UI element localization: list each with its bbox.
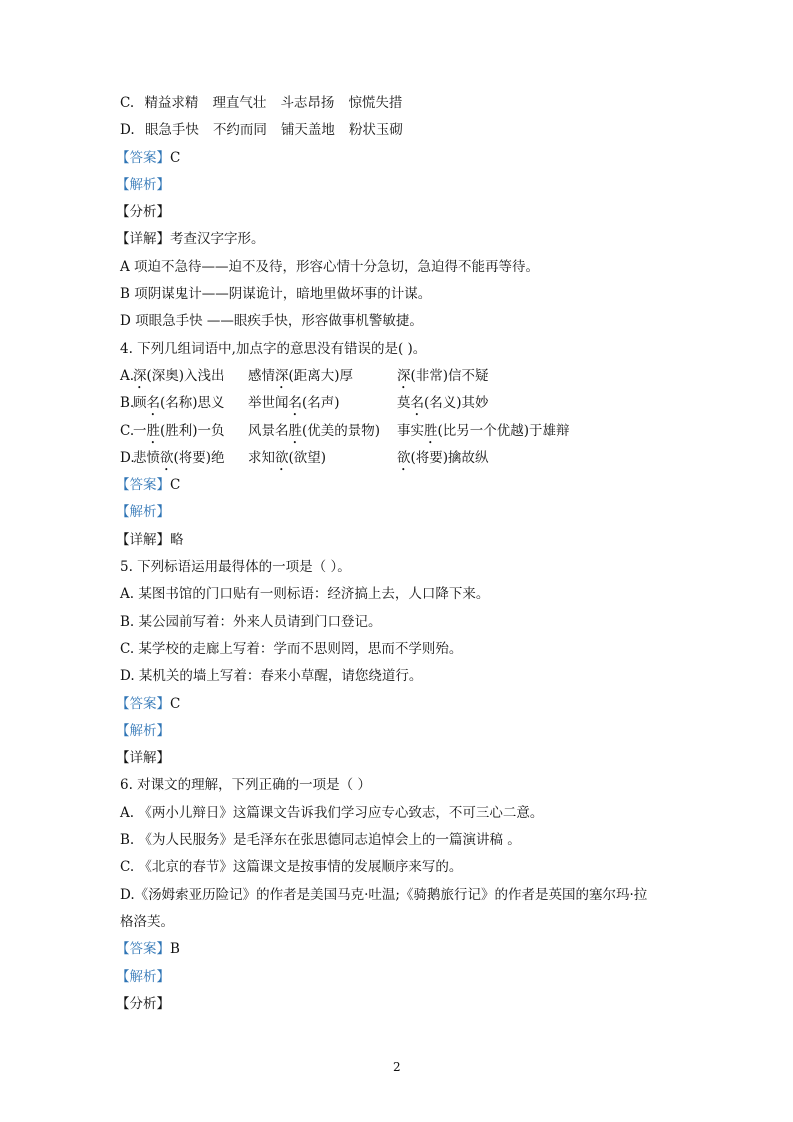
breakdown-tag: 【分析】 <box>116 995 170 1012</box>
phrase-suffix: (将要)擒故纵 <box>410 449 489 466</box>
page-content <box>116 90 700 1018</box>
dotted-character: 深 <box>275 367 289 384</box>
phrase-prefix: 感情 <box>248 367 275 384</box>
phrase-suffix: (名称)思义 <box>160 395 225 412</box>
page-number: 2 <box>393 1060 401 1074</box>
option-letter: D. <box>120 122 135 139</box>
analysis-tag: 【解析】 <box>116 722 170 739</box>
phrase <box>248 445 326 474</box>
explanation-line: A 项迫不急待——迫不及待，形容心情十分急切，急迫得不能再等待。 <box>120 258 540 275</box>
dotted-character: 欲 <box>275 449 289 466</box>
dotted-character: 深 <box>397 367 411 384</box>
answer-line <box>116 691 700 718</box>
phrase-suffix: (胜利)一负 <box>160 422 225 439</box>
phrase-suffix: (距离大)厚 <box>288 367 354 384</box>
analysis-tag: 【解析】 <box>116 968 170 985</box>
detail-line <box>116 745 700 772</box>
dotted-character: 胜 <box>146 422 160 439</box>
dotted-character: 欲 <box>160 449 174 466</box>
phrase-prefix: 顾 <box>133 395 147 412</box>
phrase-prefix: 莫 <box>397 395 411 412</box>
phrase <box>397 418 570 447</box>
word: 不约而同 <box>212 122 267 139</box>
option-line: B. 某公园前写着：外来人员请到门口登记。 <box>120 613 382 630</box>
detail-tag: 【详解】 <box>116 750 170 767</box>
answer-tag: 【答案】 <box>116 477 170 494</box>
detail-tag: 【详解】 <box>116 531 170 548</box>
detail-line <box>116 527 700 554</box>
question-stem: 4. 下列几组词语中,加点字的意思没有错误的是( )。 <box>120 340 427 357</box>
word: 铺天盖地 <box>280 122 335 139</box>
option-letter: C. <box>120 422 135 439</box>
option-line: 格洛芙。 <box>120 913 174 930</box>
phrase-suffix: (欲望) <box>288 449 327 466</box>
option-line: D. 某机关的墙上写着：春来小草醒，请您绕道行。 <box>120 668 423 685</box>
breakdown-line <box>116 991 700 1018</box>
phrase-suffix: (将要)绝 <box>173 449 225 466</box>
phrase-prefix: 悲愤 <box>133 449 160 466</box>
detail-line <box>116 226 700 253</box>
option-letter: B. <box>120 395 135 412</box>
phrase-prefix: 举世闻 <box>248 395 289 412</box>
phrase <box>133 363 225 392</box>
answer-line <box>116 145 700 172</box>
phrase <box>133 390 225 419</box>
phrase-suffix: (比另一个优越)于雄辩 <box>437 422 570 439</box>
dotted-character: 深 <box>133 367 147 384</box>
option-line: C. 《北京的春节》这篇课文是按事情的发展顺序来写的。 <box>120 859 463 876</box>
phrase <box>248 363 353 392</box>
phrase <box>133 418 225 447</box>
analysis-line <box>116 964 700 991</box>
dotted-character: 欲 <box>397 449 411 466</box>
analysis-tag: 【解析】 <box>116 176 170 193</box>
phrase-suffix: (非常)信不疑 <box>410 367 489 384</box>
option-row <box>120 390 700 417</box>
phrase-suffix: (名声) <box>302 395 340 412</box>
phrase-suffix: (深奥)入浅出 <box>146 367 225 384</box>
option-row <box>120 445 700 472</box>
answer-value: C <box>170 149 181 166</box>
dotted-character: 胜 <box>288 422 302 439</box>
answer-tag: 【答案】 <box>116 149 170 166</box>
dotted-character: 胜 <box>424 422 438 439</box>
option-line: A. 某图书馆的门口贴有一则标语：经济搞上去，人口降下来。 <box>120 586 490 603</box>
dotted-character: 名 <box>146 395 160 412</box>
option-line: B. 《为人民服务》是毛泽东在张思德同志追悼会上的一篇演讲稿 。 <box>120 832 521 849</box>
phrase <box>397 445 489 474</box>
phrase-prefix: 一 <box>133 422 147 439</box>
word: 惊慌失措 <box>348 95 403 111</box>
detail-tag: 【详解】 <box>116 231 170 248</box>
phrase-prefix: 事实 <box>397 422 424 439</box>
phrase-prefix: 风景名 <box>248 422 289 439</box>
word: 眼急手快 <box>144 122 199 139</box>
word: 理直气壮 <box>212 95 267 111</box>
word: 精益求精 <box>144 95 199 111</box>
explanation-line: D 项眼急手快 ——眼疾手快，形容做事机警敏捷。 <box>120 313 423 330</box>
option-d-row <box>120 117 700 144</box>
option-letter: A. <box>120 367 135 384</box>
answer-line <box>116 936 700 963</box>
breakdown-line <box>116 199 700 226</box>
analysis-line <box>116 499 700 526</box>
detail-text: 考查汉字字形。 <box>170 231 265 248</box>
option-letter: C. <box>120 95 135 111</box>
dotted-character: 名 <box>410 395 424 412</box>
option-line: A. 《两小儿辩日》这篇课文告诉我们学习应专心致志，不可三心二意。 <box>120 804 544 821</box>
phrase-suffix: (优美的景物) <box>302 422 381 439</box>
analysis-tag: 【解析】 <box>116 504 170 521</box>
phrase-prefix: 求知 <box>248 449 275 466</box>
phrase <box>248 418 380 447</box>
answer-tag: 【答案】 <box>116 941 170 958</box>
answer-tag: 【答案】 <box>116 695 170 712</box>
analysis-line <box>116 172 700 199</box>
answer-value: C <box>170 695 181 712</box>
answer-value: C <box>170 477 181 494</box>
option-c-row <box>120 90 700 117</box>
analysis-line <box>116 718 700 745</box>
explanation-line: B 项阴谋鬼计——阴谋诡计，暗地里做坏事的计谋。 <box>120 286 432 303</box>
word: 斗志昂扬 <box>280 95 335 111</box>
question-stem: 5. 下列标语运用最得体的一项是（ ）。 <box>120 559 351 576</box>
phrase <box>397 363 489 392</box>
phrase <box>397 390 489 419</box>
option-row <box>120 363 700 390</box>
phrase-suffix: (名义)其妙 <box>424 395 489 412</box>
answer-value: B <box>170 941 180 958</box>
phrase <box>248 390 340 419</box>
option-row <box>120 418 700 445</box>
option-line: C. 某学校的走廊上写着：学而不思则罔，思而不学则殆。 <box>120 640 463 657</box>
option-letter: D. <box>120 449 135 466</box>
question-stem: 6. 对课文的理解，下列正确的一项是（ ） <box>120 777 371 794</box>
dotted-character: 名 <box>288 395 302 412</box>
phrase <box>133 445 225 474</box>
word: 粉状玉砌 <box>348 122 403 139</box>
answer-line <box>116 472 700 499</box>
detail-text: 略 <box>170 531 184 548</box>
option-line: D.《汤姆索亚历险记》的作者是美国马克·吐温;《骑鹅旅行记》的作者是英国的塞尔玛·拉 <box>120 886 648 903</box>
breakdown-tag: 【分析】 <box>116 204 170 221</box>
